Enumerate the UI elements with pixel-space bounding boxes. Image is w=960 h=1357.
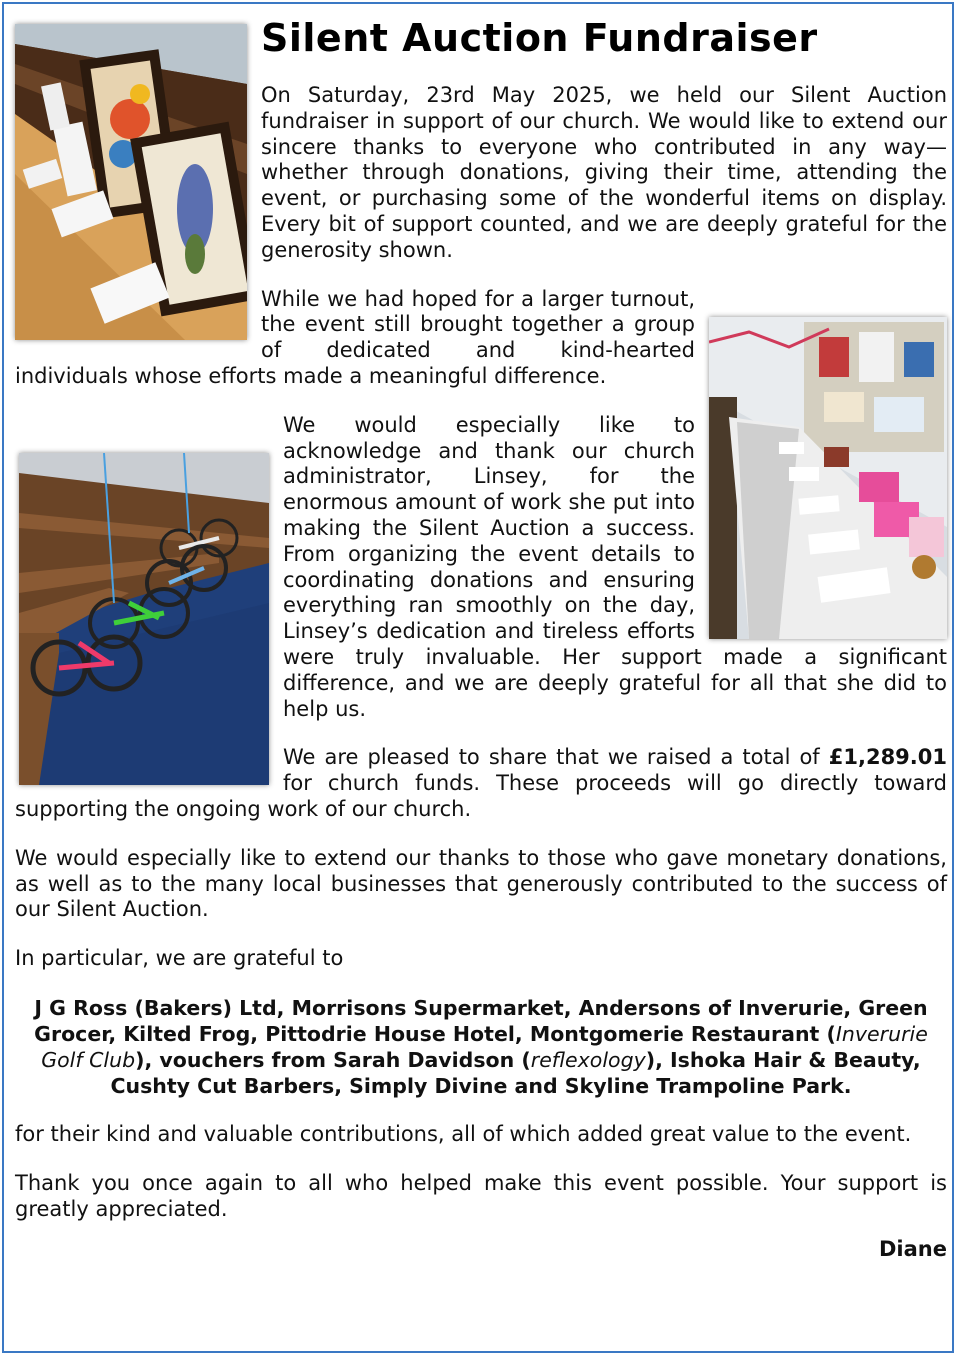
sponsor-reflexology-note: reflexology — [530, 1047, 646, 1072]
grateful-intro: In particular, we are grateful to — [15, 946, 344, 971]
auction-tables-photo — [709, 317, 947, 639]
auction-tables-image — [709, 317, 947, 639]
contributions-paragraph: for their kind and valuable contributions, all of which added great value to the event. — [15, 1121, 912, 1146]
sponsor-sarah-davidson: vouchers from Sarah Davidson — [159, 1047, 515, 1072]
turnout-paragraph: While we had hoped for a larger turnout, the event still brought together a group of dedicated and kind-hearted individuals whose efforts made a meaningful difference. — [15, 286, 695, 388]
sponsor-pittodrie: Pittodrie House Hotel — [265, 1021, 515, 1046]
amount-raised: £1,289.01 — [828, 745, 947, 770]
article — [15, 4, 947, 1262]
sponsor-kilted-frog: Kilted Frog — [123, 1021, 251, 1046]
bikes-in-church-image — [19, 453, 269, 785]
sponsor-montgomerie: Montgomerie Restaurant — [529, 1021, 820, 1046]
intro-paragraph: On Saturday, 23rd May 2025, we held our Silent Auction fundraiser in support of our church. We would like to extend our sincere thanks to everyone who contributed in any way—whether through donations, giving their time, attending the event, or purchasing some of the wonderful items on display. Every bit of support counted, and we are deeply grateful for the generosity shown. — [261, 83, 947, 262]
page-title: Silent Auction Fundraiser — [261, 16, 818, 60]
sponsor-remaining: Ishoka Hair & Beauty, Cushty Cut Barbers, Simply Divine and Skyline Trampoline Park. — [110, 1047, 921, 1098]
closing-paragraph: Thank you once again to all who helped make this event possible. Your support is greatly appreciated. — [15, 1170, 947, 1221]
funds-intro: We are pleased to share that we raised a total of — [283, 745, 829, 770]
donations-paragraph: We would especially like to extend our thanks to those who gave monetary donations, as well as to the many local businesses that generously contributed to the success of our Silent Auction. — [15, 845, 947, 922]
artwork-on-pews-image — [15, 24, 247, 340]
thanks-linsey-paragraph: We would especially like to acknowledge and thank our church administrator, Linsey, for the enormous amount of work she put into making the Silent Auction a success. From organizing the event details to coordinating donations and ensuring everything ran smoothly on the day, Linsey’s dedication and tireless efforts were truly invaluable. Her support made a significant difference, and we are deeply grateful for all that she did to help us. — [283, 412, 947, 721]
sponsor-golf-club-note: Inverurie Golf Club — [41, 1021, 928, 1072]
signature: Diane — [879, 1237, 947, 1262]
sponsor-andersons: Andersons of Inverurie — [578, 995, 844, 1020]
bikes-in-church-photo — [19, 453, 269, 785]
newsletter-page — [2, 2, 954, 1353]
funds-outro: for church funds. These proceeds will go directly toward supporting the ongoing work of our church. — [15, 771, 947, 821]
sponsor-morrisons: Morrisons Supermarket — [291, 995, 564, 1020]
sponsor-list: J G Ross (Bakers) Ltd, Morrisons Supermarket, Andersons of Inverurie, Green Grocer, Kilted Frog, Pittodrie House Hotel, Montgomerie Restaurant (Inverurie Golf Club), vouchers from Sarah Davidson (reflexology), Ishoka Hair & Beauty, Cushty Cut Barbers, Simply Divine and Skyline Trampoline Park. — [34, 995, 928, 1098]
artwork-on-pews-photo — [15, 24, 247, 340]
sponsor-jg-ross: J G Ross (Bakers) Ltd — [34, 995, 277, 1020]
sponsor-green-grocer: Green Grocer — [34, 995, 928, 1046]
